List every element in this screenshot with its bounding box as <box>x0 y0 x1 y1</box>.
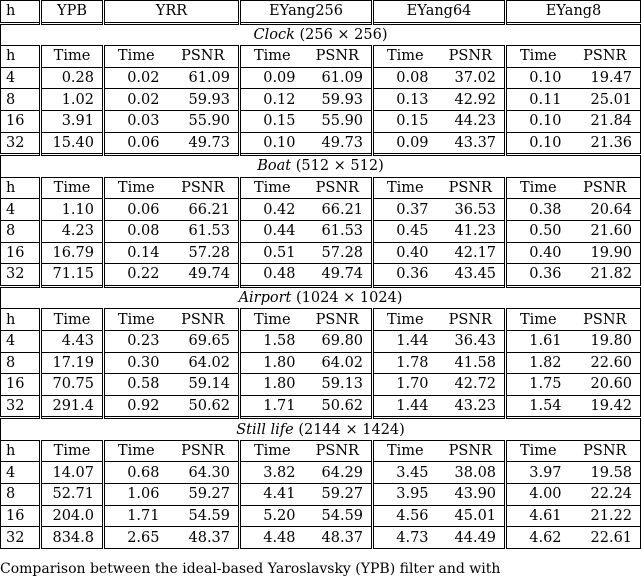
value-cell: 64.29 <box>304 462 373 484</box>
value-cell: 21.22 <box>570 505 641 527</box>
table-row <box>1 67 641 89</box>
value-cell: 0.28 <box>41 67 104 89</box>
value-cell: 19.47 <box>570 67 641 89</box>
value-cell: 44.23 <box>437 110 506 132</box>
value-cell: 49.74 <box>168 264 240 287</box>
value-cell: 36.43 <box>437 330 506 352</box>
section-size: (512 × 512) <box>295 158 384 175</box>
row-h-cell: 16 <box>1 374 41 396</box>
section-title <box>1 418 641 441</box>
value-cell: 0.92 <box>104 395 168 418</box>
value-cell: 0.51 <box>240 242 304 264</box>
column-label: PSNR <box>168 177 240 199</box>
column-label: Time <box>506 177 570 199</box>
value-cell: 0.02 <box>104 89 168 111</box>
column-label-row <box>1 440 641 462</box>
header-eyang8: EYang8 <box>506 1 641 24</box>
column-label: PSNR <box>570 177 641 199</box>
value-cell: 0.11 <box>506 89 570 111</box>
value-cell: 0.08 <box>104 220 168 242</box>
column-label: Time <box>506 440 570 462</box>
column-label: Time <box>104 309 168 331</box>
value-cell: 54.59 <box>168 505 240 527</box>
row-h-cell: 4 <box>1 199 41 221</box>
row-h-cell: 32 <box>1 527 41 549</box>
value-cell: 0.42 <box>240 199 304 221</box>
value-cell: 3.82 <box>240 462 304 484</box>
value-cell: 1.02 <box>41 89 104 111</box>
value-cell: 59.27 <box>168 484 240 506</box>
value-cell: 0.40 <box>373 242 437 264</box>
column-label: PSNR <box>570 309 641 331</box>
header-yrr: YRR <box>104 1 240 24</box>
value-cell: 19.58 <box>570 462 641 484</box>
column-label: PSNR <box>437 177 506 199</box>
value-cell: 64.02 <box>304 352 373 374</box>
row-h-cell: 8 <box>1 484 41 506</box>
value-cell: 25.01 <box>570 89 641 111</box>
row-h-cell: 4 <box>1 67 41 89</box>
column-label: Time <box>104 46 168 68</box>
section-name: Still life <box>236 421 294 438</box>
section-title-row <box>1 286 641 309</box>
section-title <box>1 23 641 46</box>
table-caption: Comparison between the ideal-based Yaroslavsky (YPB) filter and with <box>0 561 501 577</box>
table-row <box>1 374 641 396</box>
value-cell: 59.14 <box>168 374 240 396</box>
column-label-row <box>1 177 641 199</box>
header-ypb: YPB <box>41 1 104 24</box>
value-cell: 61.09 <box>304 67 373 89</box>
value-cell: 21.36 <box>570 132 641 155</box>
column-label: Time <box>373 46 437 68</box>
table-row <box>1 395 641 418</box>
section-title-row <box>1 155 641 178</box>
value-cell: 1.44 <box>373 330 437 352</box>
value-cell: 66.21 <box>168 199 240 221</box>
column-label: Time <box>240 177 304 199</box>
value-cell: 291.4 <box>41 395 104 418</box>
value-cell: 43.23 <box>437 395 506 418</box>
column-label: PSNR <box>437 440 506 462</box>
value-cell: 0.13 <box>373 89 437 111</box>
value-cell: 0.06 <box>104 199 168 221</box>
value-cell: 1.70 <box>373 374 437 396</box>
value-cell: 59.13 <box>304 374 373 396</box>
value-cell: 49.73 <box>304 132 373 155</box>
value-cell: 0.36 <box>373 264 437 287</box>
value-cell: 59.27 <box>304 484 373 506</box>
value-cell: 41.58 <box>437 352 506 374</box>
value-cell: 0.68 <box>104 462 168 484</box>
value-cell: 1.71 <box>104 505 168 527</box>
column-label: PSNR <box>304 177 373 199</box>
value-cell: 22.24 <box>570 484 641 506</box>
value-cell: 4.48 <box>240 527 304 549</box>
value-cell: 0.08 <box>373 67 437 89</box>
value-cell: 0.09 <box>373 132 437 155</box>
value-cell: 59.93 <box>304 89 373 111</box>
column-label: PSNR <box>437 46 506 68</box>
value-cell: 55.90 <box>168 110 240 132</box>
value-cell: 61.53 <box>168 220 240 242</box>
column-label: PSNR <box>168 309 240 331</box>
section-size: (256 × 256) <box>299 26 388 43</box>
value-cell: 1.71 <box>240 395 304 418</box>
table-row <box>1 505 641 527</box>
column-label: Time <box>373 440 437 462</box>
value-cell: 0.37 <box>373 199 437 221</box>
value-cell: 21.84 <box>570 110 641 132</box>
section-name: Boat <box>257 158 292 175</box>
value-cell: 69.65 <box>168 330 240 352</box>
value-cell: 4.23 <box>41 220 104 242</box>
value-cell: 0.50 <box>506 220 570 242</box>
value-cell: 1.06 <box>104 484 168 506</box>
value-cell: 5.20 <box>240 505 304 527</box>
value-cell: 20.60 <box>570 374 641 396</box>
value-cell: 204.0 <box>41 505 104 527</box>
value-cell: 42.17 <box>437 242 506 264</box>
section-size: (2144 × 1424) <box>298 421 405 438</box>
table-row <box>1 462 641 484</box>
row-h-cell: 16 <box>1 505 41 527</box>
column-label: h <box>1 46 41 68</box>
value-cell: 1.80 <box>240 374 304 396</box>
value-cell: 1.82 <box>506 352 570 374</box>
value-cell: 0.12 <box>240 89 304 111</box>
value-cell: 43.37 <box>437 132 506 155</box>
row-h-cell: 8 <box>1 352 41 374</box>
value-cell: 43.45 <box>437 264 506 287</box>
column-label-row <box>1 309 641 331</box>
value-cell: 0.30 <box>104 352 168 374</box>
value-cell: 19.80 <box>570 330 641 352</box>
value-cell: 0.02 <box>104 67 168 89</box>
row-h-cell: 8 <box>1 220 41 242</box>
value-cell: 4.00 <box>506 484 570 506</box>
table-row <box>1 330 641 352</box>
row-h-cell: 4 <box>1 330 41 352</box>
value-cell: 3.95 <box>373 484 437 506</box>
value-cell: 0.40 <box>506 242 570 264</box>
value-cell: 36.53 <box>437 199 506 221</box>
table-row <box>1 352 641 374</box>
value-cell: 48.37 <box>168 527 240 549</box>
column-label: Time <box>41 440 104 462</box>
value-cell: 45.01 <box>437 505 506 527</box>
table-row <box>1 110 641 132</box>
column-label: Time <box>240 46 304 68</box>
value-cell: 0.44 <box>240 220 304 242</box>
value-cell: 1.75 <box>506 374 570 396</box>
column-label: Time <box>104 440 168 462</box>
value-cell: 0.10 <box>240 132 304 155</box>
value-cell: 71.15 <box>41 264 104 287</box>
value-cell: 0.06 <box>104 132 168 155</box>
column-label: Time <box>104 177 168 199</box>
value-cell: 43.90 <box>437 484 506 506</box>
row-h-cell: 16 <box>1 242 41 264</box>
column-label: PSNR <box>304 46 373 68</box>
column-label: Time <box>41 46 104 68</box>
column-label: Time <box>373 177 437 199</box>
column-label: PSNR <box>570 46 641 68</box>
row-h-cell: 32 <box>1 132 41 155</box>
value-cell: 3.97 <box>506 462 570 484</box>
value-cell: 0.38 <box>506 199 570 221</box>
column-label: PSNR <box>304 309 373 331</box>
table-row <box>1 242 641 264</box>
header-eyang256: EYang256 <box>240 1 373 24</box>
column-label: Time <box>240 440 304 462</box>
value-cell: 44.49 <box>437 527 506 549</box>
value-cell: 19.42 <box>570 395 641 418</box>
value-cell: 50.62 <box>304 395 373 418</box>
header-h: h <box>1 1 41 24</box>
value-cell: 59.93 <box>168 89 240 111</box>
column-label: Time <box>41 309 104 331</box>
value-cell: 52.71 <box>41 484 104 506</box>
section-title-row <box>1 418 641 441</box>
value-cell: 20.64 <box>570 199 641 221</box>
value-cell: 37.02 <box>437 67 506 89</box>
column-label: PSNR <box>168 46 240 68</box>
value-cell: 57.28 <box>304 242 373 264</box>
value-cell: 66.21 <box>304 199 373 221</box>
header-eyang64: EYang64 <box>373 1 506 24</box>
value-cell: 0.10 <box>506 110 570 132</box>
column-label: Time <box>506 309 570 331</box>
value-cell: 19.90 <box>570 242 641 264</box>
column-label: PSNR <box>437 309 506 331</box>
value-cell: 41.23 <box>437 220 506 242</box>
value-cell: 21.82 <box>570 264 641 287</box>
section-title-row <box>1 23 641 46</box>
value-cell: 0.09 <box>240 67 304 89</box>
table-row <box>1 220 641 242</box>
value-cell: 4.73 <box>373 527 437 549</box>
value-cell: 4.41 <box>240 484 304 506</box>
value-cell: 42.72 <box>437 374 506 396</box>
value-cell: 1.54 <box>506 395 570 418</box>
value-cell: 64.02 <box>168 352 240 374</box>
row-h-cell: 32 <box>1 395 41 418</box>
table-row <box>1 527 641 549</box>
value-cell: 4.61 <box>506 505 570 527</box>
column-label-row <box>1 46 641 68</box>
table-row <box>1 89 641 111</box>
value-cell: 61.53 <box>304 220 373 242</box>
value-cell: 48.37 <box>304 527 373 549</box>
column-label: h <box>1 177 41 199</box>
column-label: h <box>1 440 41 462</box>
value-cell: 0.48 <box>240 264 304 287</box>
value-cell: 0.10 <box>506 67 570 89</box>
table-header-row <box>1 1 641 24</box>
column-label: Time <box>41 177 104 199</box>
value-cell: 1.78 <box>373 352 437 374</box>
value-cell: 17.19 <box>41 352 104 374</box>
value-cell: 4.62 <box>506 527 570 549</box>
value-cell: 3.91 <box>41 110 104 132</box>
value-cell: 2.65 <box>104 527 168 549</box>
value-cell: 0.10 <box>506 132 570 155</box>
value-cell: 1.61 <box>506 330 570 352</box>
row-h-cell: 16 <box>1 110 41 132</box>
table-row <box>1 264 641 287</box>
value-cell: 1.10 <box>41 199 104 221</box>
value-cell: 0.22 <box>104 264 168 287</box>
value-cell: 1.80 <box>240 352 304 374</box>
value-cell: 14.07 <box>41 462 104 484</box>
value-cell: 49.73 <box>168 132 240 155</box>
value-cell: 57.28 <box>168 242 240 264</box>
value-cell: 4.43 <box>41 330 104 352</box>
value-cell: 21.60 <box>570 220 641 242</box>
value-cell: 54.59 <box>304 505 373 527</box>
value-cell: 50.62 <box>168 395 240 418</box>
row-h-cell: 32 <box>1 264 41 287</box>
value-cell: 0.36 <box>506 264 570 287</box>
value-cell: 0.58 <box>104 374 168 396</box>
section-size: (1024 × 1024) <box>295 290 403 307</box>
column-label: PSNR <box>168 440 240 462</box>
value-cell: 4.56 <box>373 505 437 527</box>
value-cell: 0.15 <box>240 110 304 132</box>
value-cell: 22.60 <box>570 352 641 374</box>
table-row <box>1 484 641 506</box>
value-cell: 15.40 <box>41 132 104 155</box>
value-cell: 0.45 <box>373 220 437 242</box>
value-cell: 22.61 <box>570 527 641 549</box>
column-label: Time <box>373 309 437 331</box>
column-label: PSNR <box>304 440 373 462</box>
section-name: Clock <box>253 26 295 43</box>
value-cell: 3.45 <box>373 462 437 484</box>
section-title <box>1 286 641 309</box>
section-title <box>1 155 641 178</box>
column-label: PSNR <box>570 440 641 462</box>
value-cell: 38.08 <box>437 462 506 484</box>
row-h-cell: 8 <box>1 89 41 111</box>
value-cell: 42.92 <box>437 89 506 111</box>
value-cell: 834.8 <box>41 527 104 549</box>
value-cell: 1.58 <box>240 330 304 352</box>
column-label: Time <box>506 46 570 68</box>
value-cell: 0.03 <box>104 110 168 132</box>
value-cell: 0.23 <box>104 330 168 352</box>
row-h-cell: 4 <box>1 462 41 484</box>
value-cell: 0.14 <box>104 242 168 264</box>
table-row <box>1 132 641 155</box>
column-label: h <box>1 309 41 331</box>
section-name: Airport <box>238 290 292 307</box>
value-cell: 70.75 <box>41 374 104 396</box>
value-cell: 69.80 <box>304 330 373 352</box>
value-cell: 0.15 <box>373 110 437 132</box>
column-label: Time <box>240 309 304 331</box>
value-cell: 61.09 <box>168 67 240 89</box>
value-cell: 64.30 <box>168 462 240 484</box>
value-cell: 16.79 <box>41 242 104 264</box>
value-cell: 49.74 <box>304 264 373 287</box>
table-row <box>1 199 641 221</box>
value-cell: 1.44 <box>373 395 437 418</box>
value-cell: 55.90 <box>304 110 373 132</box>
